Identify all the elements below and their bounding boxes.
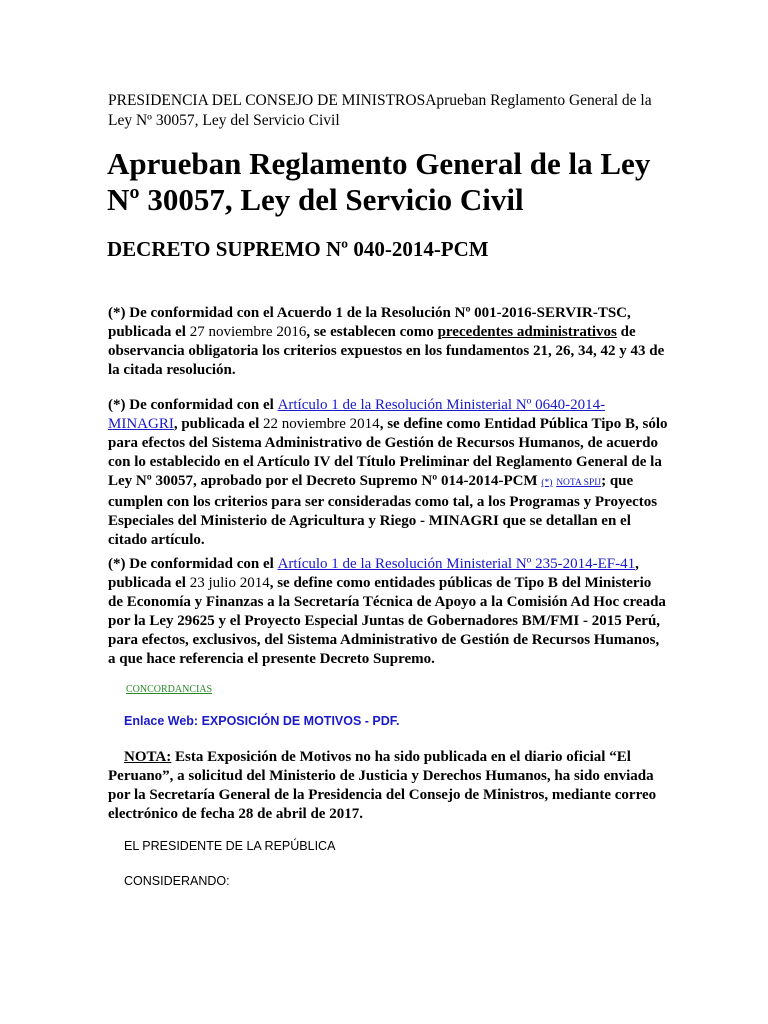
note-2-text-a: (*) De conformidad con el <box>108 397 278 413</box>
note-3-text-c: , se define como entidades públicas de Tipo B del Ministerio de Economía y Finanzas a la Secretaría Técnica de Apoyo a la Comisión Ad Hoc creada por la Ley 29625 y el Proyecto Especial Juntas de Gobernadores BM/FMI - 2015 Perú, para efectos, exclusivos, del Sistema Administrativo de Gestión de Recursos Humanos, a que hace referencia el presente Decreto Supremo. <box>108 575 666 667</box>
decree-heading: DECRETO SUPREMO Nº 040-2014-PCM <box>107 237 489 261</box>
note-3-text-b: , publicada el <box>108 556 639 591</box>
note-2-link[interactable]: Artículo 1 de la Resolución Ministerial Nº 0640-2014-MINAGRI <box>108 397 606 432</box>
note-2-ref-link[interactable]: (*) <box>541 478 553 488</box>
considerando-heading: CONSIDERANDO: <box>124 874 230 888</box>
nota-label: NOTA: <box>124 749 172 765</box>
breadcrumb: PRESIDENCIA DEL CONSEJO DE MINISTROSAprueban Reglamento General de la Ley Nº 30057, Ley del Servicio Civil <box>108 92 652 129</box>
page-title: Aprueban Reglamento General de la Ley Nº 30057, Ley del Servicio Civil <box>107 146 651 217</box>
note-paragraph-1 <box>108 304 668 380</box>
note-3-date: 23 julio 2014 <box>189 575 270 591</box>
exposicion-motivos-link[interactable]: Enlace Web: EXPOSICIÓN DE MOTIVOS - PDF. <box>124 714 400 728</box>
note-2-text-d: ; que cumplen con los criterios para ser consideradas como tal, a los Programas y Proyectos Especiales del Ministerio de Agricultura y Riego - MINAGRI que se detallan en el citado artículo. <box>108 473 658 548</box>
note-1-date: 27 noviembre 2016 <box>189 324 307 340</box>
note-paragraph-2 <box>108 396 668 550</box>
note-3-link[interactable]: Artículo 1 de la Resolución Ministerial Nº 235-2014-EF-41 <box>277 556 636 572</box>
note-2-text-c: , se define como Entidad Pública Tipo B, sólo para efectos del Sistema Administrativo de Gestión de Recursos Humanos, de acuerdo con lo establecido en el Artículo IV del Título Preliminar del Reglamento General de la Ley Nº 30057, aprobado por el Decreto Supremo Nº 014-2014-PCM <box>108 416 668 489</box>
note-3-text-a: (*) De conformidad con el <box>108 556 278 572</box>
note-2-date: 22 noviembre 2014 <box>263 416 380 432</box>
note-1-text-b: , se establecen como <box>306 324 438 340</box>
note-1-underlined: precedentes administrativos <box>437 324 617 340</box>
note-1-text-c: de observancia obligatoria los criterios expuestos en los fundamentos 21, 26, 34, 42 y 43 de la citada resolución. <box>108 324 665 378</box>
note-paragraph-3 <box>108 555 668 669</box>
note-2-text-b: , publicada el <box>173 416 264 432</box>
nota-paragraph <box>108 748 668 824</box>
note-1-text-a: (*) De conformidad con el Acuerdo 1 de la Resolución Nº 001-2016-SERVIR-TSC, publicada el <box>108 305 631 340</box>
president-heading: EL PRESIDENTE DE LA REPÚBLICA <box>124 839 336 853</box>
nota-text: Esta Exposición de Motivos no ha sido publicada en el diario oficial “El Peruano”, a solicitud del Ministerio de Justicia y Derechos Humanos, ha sido enviada por la Secretaría General de la Presidencia del Consejo de Ministros, mediante correo electrónico de fecha 28 de abril de 2017. <box>108 749 657 822</box>
nota-spij-link[interactable]: NOTA SPIJ <box>556 478 602 488</box>
concordancias-link[interactable]: CONCORDANCIAS <box>126 684 213 695</box>
